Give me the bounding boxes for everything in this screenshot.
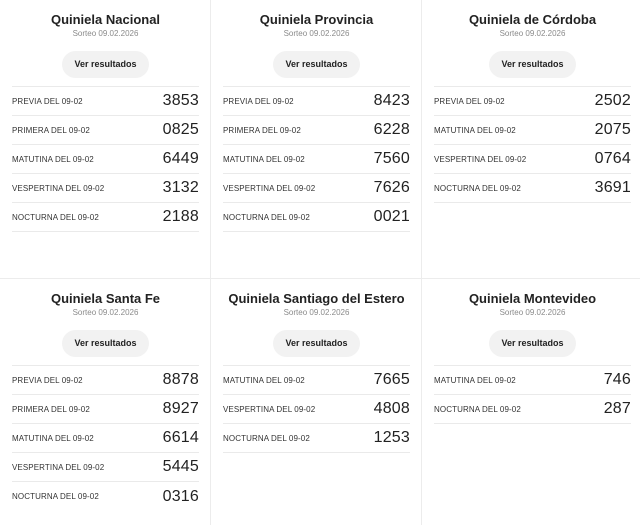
draw-label: VESPERTINA DEL 09-02 <box>223 183 316 193</box>
result-row <box>223 145 410 174</box>
ver-resultados-button[interactable]: Ver resultados <box>273 51 359 78</box>
card-title: Quiniela Provincia <box>259 12 374 27</box>
result-row <box>12 395 199 424</box>
result-row <box>12 116 199 145</box>
result-row <box>223 424 410 453</box>
draw-label: NOCTURNA DEL 09-02 <box>223 433 310 443</box>
draw-number: 3132 <box>162 179 199 196</box>
result-row <box>434 116 631 145</box>
draw-number: 6614 <box>162 429 199 446</box>
draw-number: 7665 <box>373 371 410 388</box>
result-row <box>223 116 410 145</box>
draw-label: MATUTINA DEL 09-02 <box>223 154 305 164</box>
draw-number: 6228 <box>373 121 410 138</box>
draw-label: NOCTURNA DEL 09-02 <box>12 492 99 501</box>
draw-label: PREVIA DEL 09-02 <box>12 375 83 385</box>
card-subtitle: Sorteo 09.02.2026 <box>72 29 139 38</box>
draw-label: MATUTINA DEL 09-02 <box>12 154 94 164</box>
draw-number: 746 <box>603 371 631 388</box>
ver-resultados-button[interactable]: Ver resultados <box>489 330 575 357</box>
result-row <box>12 203 199 232</box>
draw-label: PREVIA DEL 09-02 <box>434 96 505 106</box>
draw-label: PREVIA DEL 09-02 <box>12 96 83 106</box>
ver-resultados-button[interactable]: Ver resultados <box>489 51 575 78</box>
card-subtitle: Sorteo 09.02.2026 <box>72 308 139 317</box>
draw-label: NOCTURNA DEL 09-02 <box>434 183 521 193</box>
draw-number: 4808 <box>373 400 410 417</box>
draw-number: 5445 <box>162 458 199 475</box>
result-row <box>12 453 199 482</box>
ver-resultados-button[interactable]: Ver resultados <box>62 51 148 78</box>
result-row <box>12 87 199 116</box>
result-row <box>12 366 199 395</box>
result-row <box>434 395 631 424</box>
draw-number: 8423 <box>373 92 410 109</box>
draw-number: 8878 <box>162 371 199 388</box>
results-list <box>12 86 199 232</box>
ver-resultados-button[interactable]: Ver resultados <box>273 330 359 357</box>
draw-number: 2188 <box>162 208 199 225</box>
card-title: Quiniela Santiago del Estero <box>228 291 405 306</box>
draw-number: 2075 <box>594 121 631 138</box>
results-list <box>12 365 199 511</box>
draw-number: 0021 <box>373 208 410 225</box>
result-row <box>434 145 631 174</box>
draw-number: 3691 <box>594 179 631 196</box>
draw-label: PRIMERA DEL 09-02 <box>12 125 90 135</box>
result-row <box>434 87 631 116</box>
results-list <box>223 86 410 232</box>
draw-number: 3853 <box>162 92 199 109</box>
draw-number: 0316 <box>162 487 199 505</box>
draw-number: 2502 <box>594 92 631 109</box>
draw-label: PRIMERA DEL 09-02 <box>223 125 301 135</box>
results-list <box>434 86 631 203</box>
draw-label: PREVIA DEL 09-02 <box>223 96 294 106</box>
card-title: Quiniela Santa Fe <box>50 291 161 306</box>
result-row <box>12 482 199 511</box>
result-row <box>434 174 631 203</box>
result-row <box>223 174 410 203</box>
result-row <box>434 366 631 395</box>
draw-label: MATUTINA DEL 09-02 <box>223 375 305 385</box>
card-quiniela-santa-fe <box>0 279 210 525</box>
draw-label: MATUTINA DEL 09-02 <box>434 125 516 135</box>
card-subtitle: Sorteo 09.02.2026 <box>499 308 566 317</box>
result-row <box>223 366 410 395</box>
card-quiniela-nacional <box>0 0 210 278</box>
draw-number: 1253 <box>373 429 410 446</box>
draw-label: MATUTINA DEL 09-02 <box>12 433 94 443</box>
draw-number: 6449 <box>162 150 199 167</box>
draw-number: 0764 <box>594 150 631 167</box>
draw-label: NOCTURNA DEL 09-02 <box>12 212 99 222</box>
draw-number: 7626 <box>373 179 410 196</box>
draw-label: VESPERTINA DEL 09-02 <box>223 404 316 414</box>
card-title: Quiniela de Córdoba <box>468 12 597 27</box>
card-title: Quiniela Montevideo <box>468 291 597 306</box>
draw-number: 0825 <box>162 121 199 138</box>
result-row <box>223 87 410 116</box>
card-subtitle: Sorteo 09.02.2026 <box>283 29 350 38</box>
result-row <box>12 145 199 174</box>
results-list <box>434 365 631 424</box>
results-list <box>223 365 410 453</box>
draw-label: NOCTURNA DEL 09-02 <box>223 212 310 222</box>
card-title: Quiniela Nacional <box>50 12 161 27</box>
ver-resultados-button[interactable]: Ver resultados <box>62 330 148 357</box>
draw-number: 287 <box>603 400 631 417</box>
card-quiniela-cordoba <box>422 0 640 278</box>
result-row <box>223 395 410 424</box>
draw-label: VESPERTINA DEL 09-02 <box>12 183 105 193</box>
draw-label: MATUTINA DEL 09-02 <box>434 375 516 385</box>
card-quiniela-santiago-del-estero <box>211 279 421 525</box>
result-row <box>223 203 410 232</box>
draw-label: PRIMERA DEL 09-02 <box>12 404 90 414</box>
draw-number: 8927 <box>162 400 199 417</box>
draw-label: VESPERTINA DEL 09-02 <box>12 462 105 472</box>
draw-label: NOCTURNA DEL 09-02 <box>434 404 521 414</box>
draw-number: 7560 <box>373 150 410 167</box>
result-row <box>12 424 199 453</box>
draw-label: VESPERTINA DEL 09-02 <box>434 154 527 164</box>
card-quiniela-montevideo <box>422 279 640 525</box>
card-quiniela-provincia <box>211 0 421 278</box>
result-row <box>12 174 199 203</box>
card-subtitle: Sorteo 09.02.2026 <box>499 29 566 38</box>
card-subtitle: Sorteo 09.02.2026 <box>283 308 350 317</box>
